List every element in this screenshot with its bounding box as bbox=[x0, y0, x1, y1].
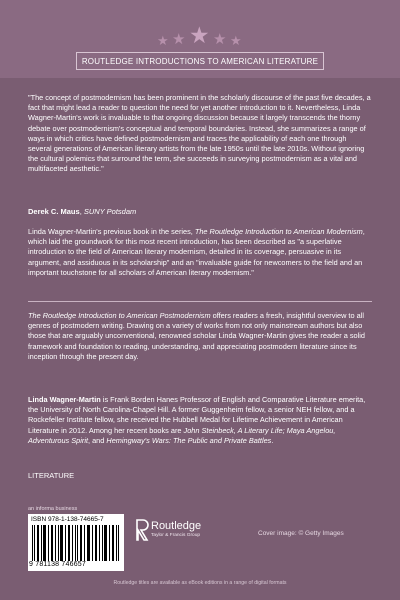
previous-book-text: Linda Wagner-Martin's previous book in the series, bbox=[28, 227, 195, 236]
previous-book-paragraph bbox=[28, 227, 372, 278]
ebook-note: Routledge titles are available as eBook editions in a range of digital formats bbox=[113, 580, 287, 586]
barcode bbox=[28, 514, 124, 571]
description-paragraph bbox=[28, 311, 372, 362]
barcode-digits: 9 781138 746657 bbox=[29, 561, 86, 568]
cover-credit: Cover image: © Getty Images bbox=[258, 530, 344, 537]
publisher-logo bbox=[135, 519, 201, 543]
isbn-label: ISBN 978-1-138-74665-7 bbox=[31, 516, 104, 523]
quote-author: Derek C. Maus bbox=[28, 207, 80, 216]
author-bio bbox=[28, 395, 372, 446]
bio-books: John Steinbeck, A Literary Life; Maya Angelou, Adventurous Spirit bbox=[28, 425, 336, 445]
bio-end: . bbox=[271, 435, 274, 445]
quote-affiliation: SUNY Potsdam bbox=[83, 207, 137, 216]
bio-and: , and bbox=[88, 435, 107, 445]
bio-last-book: Hemingway's Wars: The Public and Private Battles bbox=[106, 435, 272, 445]
star-icon: ★ bbox=[157, 33, 169, 48]
previous-book-title: The Routledge Introduction to American Modernism bbox=[194, 227, 363, 236]
previous-book-text-end: , which laid the groundwork for this most recent introduction, has been described as "a superlative introduction to the field of American literary modernism, detailed in its coverage, persuasive in its argument, and assiduous in its scholarship" and an "invaluable guide for newcomers to the field and an important touchstone for all scholars of American literary modernism." bbox=[28, 227, 365, 277]
star-icon: ★ bbox=[172, 31, 186, 48]
star-icon: ★ bbox=[213, 31, 227, 48]
bio-text: is Frank Borden Hanes Professor of English and Comparative Literature emerita, the University of North Carolina-Chapel Hill. A former Guggenheim fellow, a senior NEH fellow, and a Rockefeller Institute fellow, she received the Hubbell Medal for Lifetime Achievement in American Literature in 2012. Among her recent books are bbox=[28, 395, 366, 435]
description-text: offers readers a fresh, insightful overview to all genres of postmodern writing. Drawing on a variety of works from not only mainstream authors but also those that are arguably unconventional, renowned scholar Linda Wagner-Martin gives the reader a solid framework and foundation to reading, understanding, and appreciating postmodern literature since its inception through the present day. bbox=[28, 311, 365, 361]
series-banner bbox=[76, 52, 324, 70]
review-quote: "The concept of postmodernism has been prominent in the scholarly discourse of the past five decades, a fact that might lead a reader to question the need for yet another introduction to it. Nevertheless, Linda Wagner-Martin's work is invaluable to that ongoing discussion because it largely transcends the thorny debate over postmodernism's conceptual and temporal boundaries. Instead, she summarizes a range of ways in which critics have defined postmodernism and traces the applicability of each one through several generations of American literary artists from the late 1950s until the late 2010s. Without ignoring the cultural polemics that surround the term, she succeeds in surveying postmodernism as a vital and multifaceted aesthetic." bbox=[28, 93, 371, 174]
barcode-bars bbox=[32, 525, 120, 561]
author-name: Linda Wagner-Martin bbox=[28, 395, 101, 404]
series-title: ROUTLEDGE INTRODUCTIONS TO AMERICAN LITERATURE bbox=[81, 56, 319, 66]
divider bbox=[28, 301, 372, 302]
star-icon: ★ bbox=[189, 22, 210, 48]
informa-tagline: an informa business bbox=[28, 506, 78, 512]
routledge-r-icon bbox=[135, 519, 149, 541]
subject-category: LITERATURE bbox=[28, 471, 75, 480]
star-icon: ★ bbox=[230, 33, 242, 48]
stars-row bbox=[0, 22, 400, 50]
publisher-name: Routledge bbox=[151, 520, 202, 532]
quote-attribution: Derek C. Maus, SUNY Potsdam bbox=[28, 207, 137, 216]
book-title: The Routledge Introduction to American Postmodernism bbox=[28, 311, 211, 320]
publisher-group: Taylor & Francis Group bbox=[151, 533, 201, 538]
